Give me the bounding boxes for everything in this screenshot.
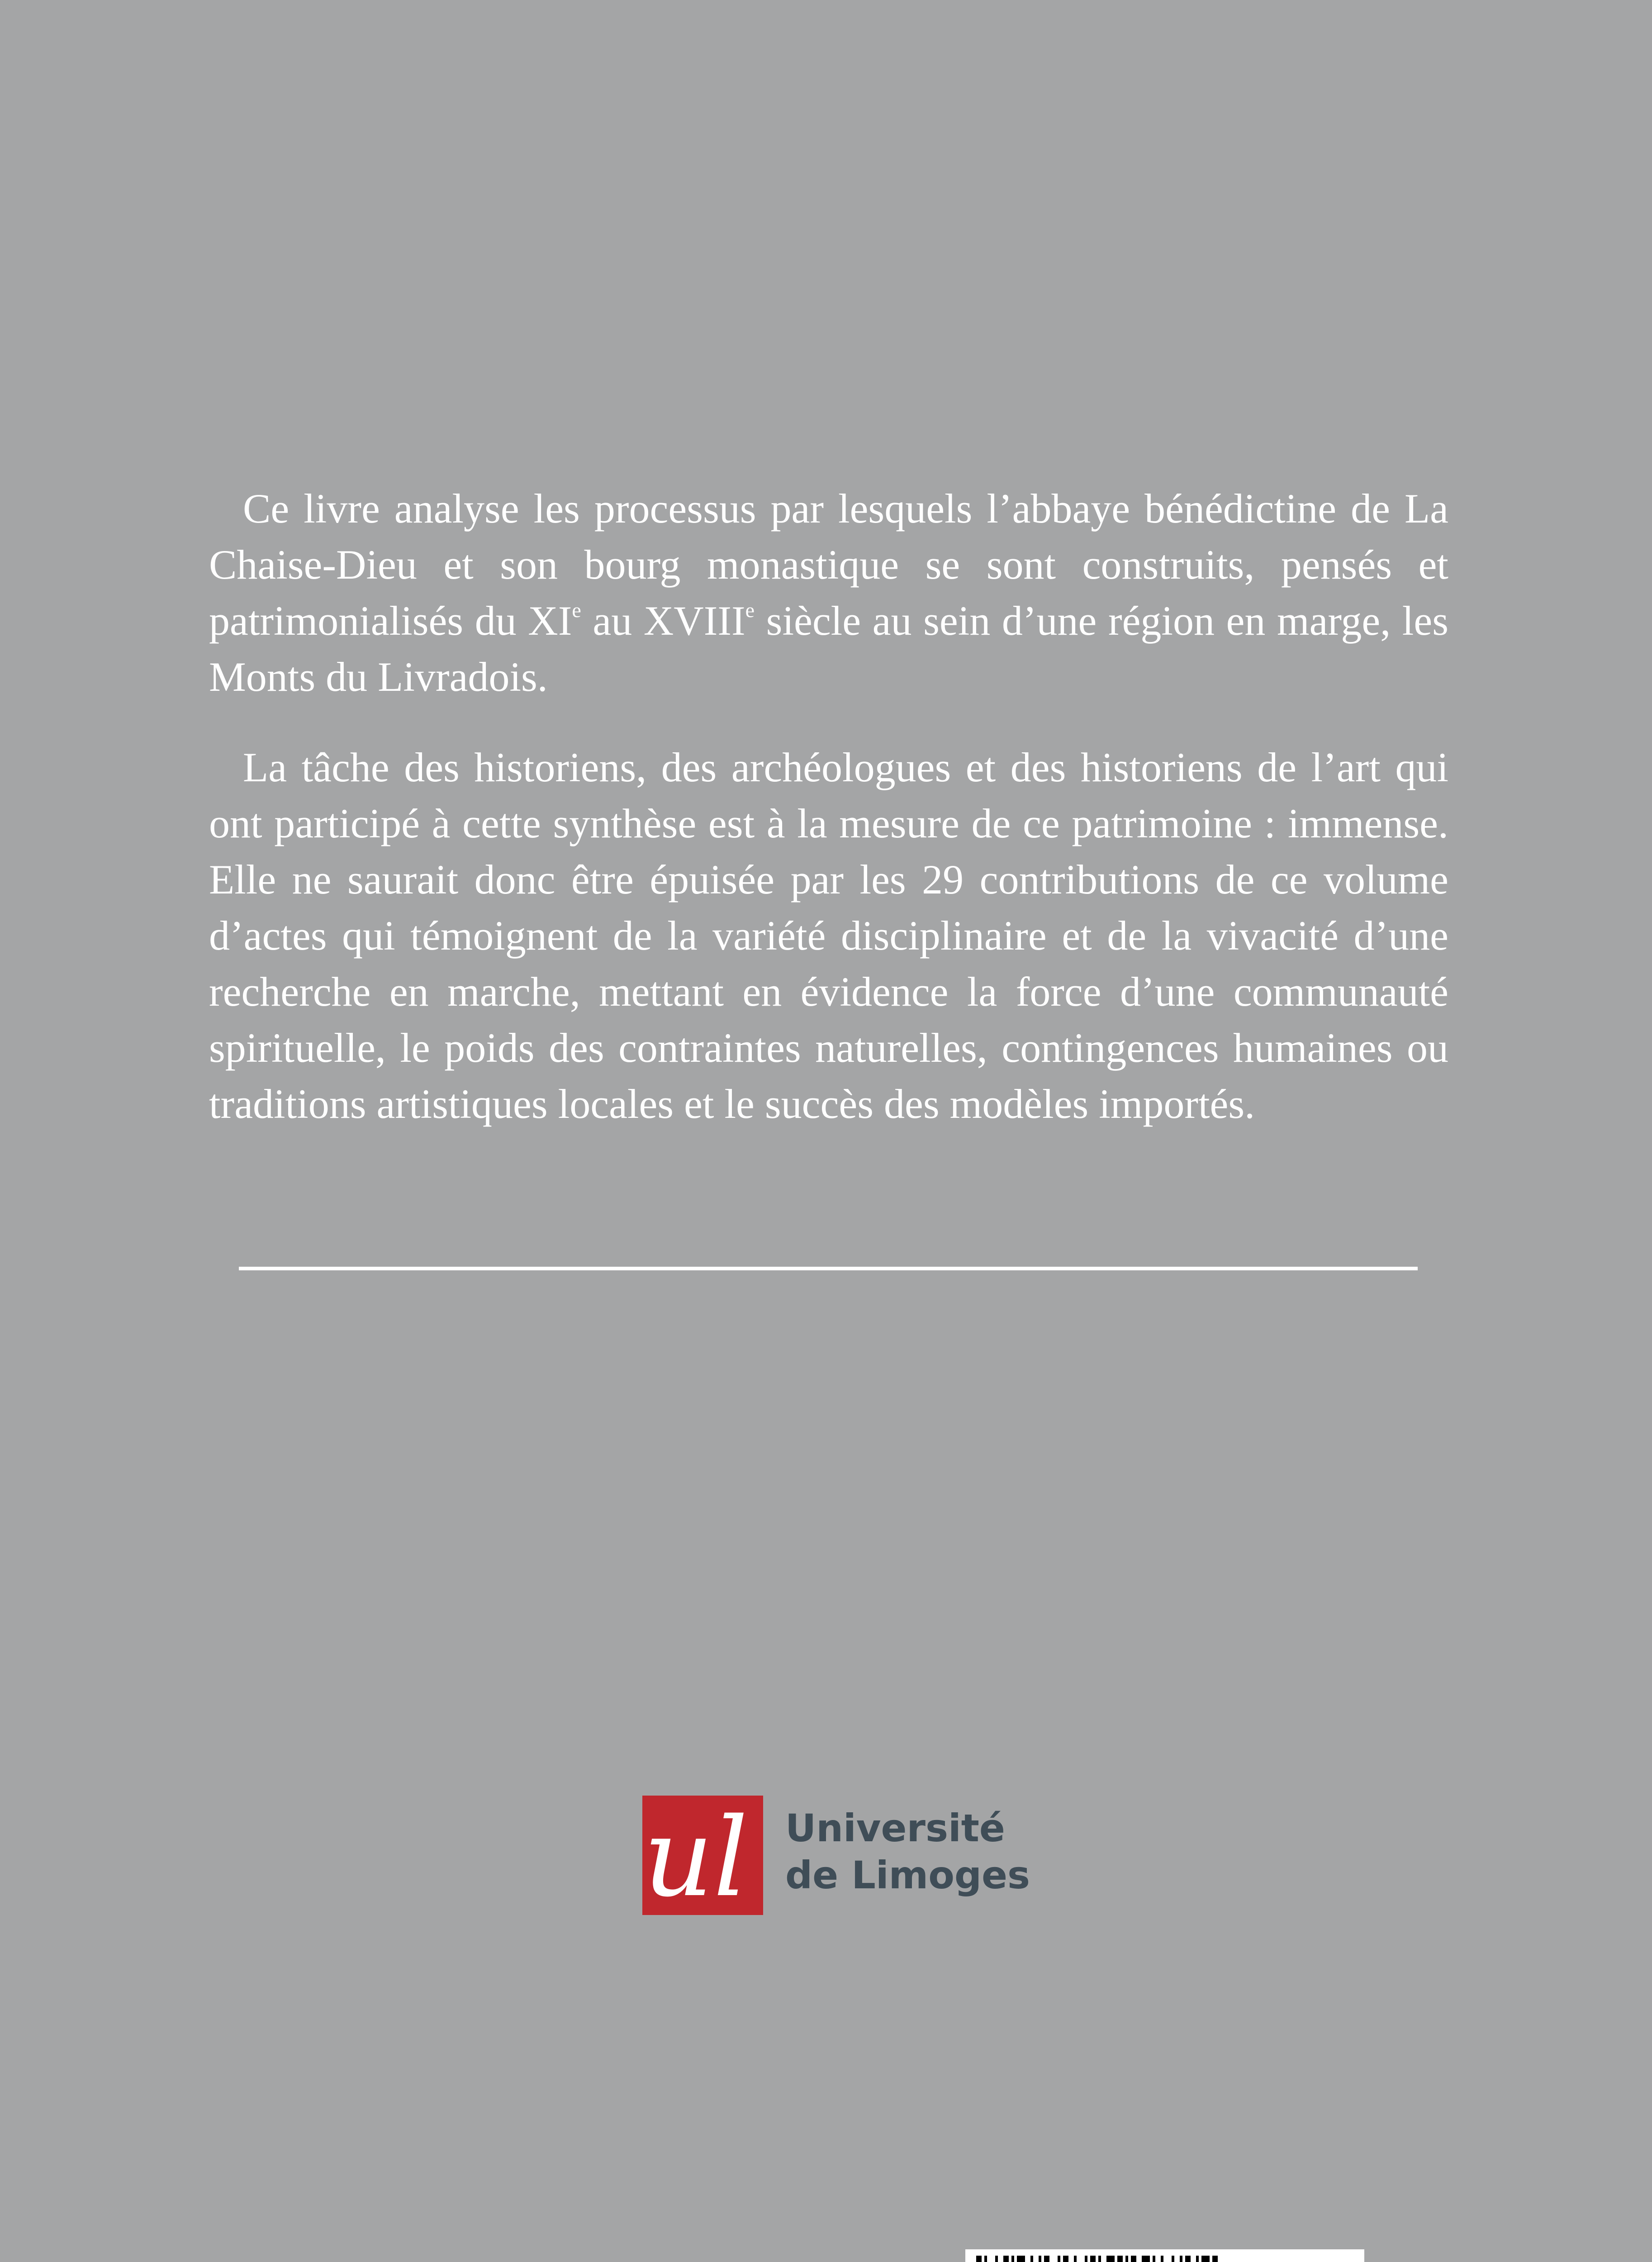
isbn-barcode — [965, 2249, 1364, 2262]
barcode-bar — [1017, 2256, 1025, 2262]
barcode-bar — [1085, 2256, 1087, 2262]
barcode-bar — [1011, 2256, 1014, 2262]
barcode-bars-icon — [965, 2249, 1364, 2262]
century-superscript-1: e — [572, 598, 581, 622]
barcode-bar — [1098, 2256, 1101, 2262]
barcode-bar — [1039, 2256, 1041, 2262]
barcode-bar — [1153, 2256, 1155, 2262]
blurb-paragraph-1 — [209, 480, 1448, 705]
logo-mark-text: ul — [643, 1796, 748, 1915]
barcode-bar — [1063, 2256, 1068, 2262]
barcode-bar — [1074, 2256, 1077, 2262]
barcode-bar — [1044, 2256, 1049, 2262]
blurb-text-1a: Ce livre analyse les processus par lesquels l’abbaye bénédictine de La Chaise-Dieu et son bourg monastique se sont construits, pensés et patrimonialisés du XI — [209, 485, 1448, 644]
barcode-bar — [1106, 2256, 1115, 2262]
logo-wordmark — [785, 1805, 1030, 1899]
barcode-bar — [1003, 2256, 1009, 2262]
divider-rule — [239, 1267, 1418, 1270]
barcode-bar — [1058, 2256, 1060, 2262]
barcode-bar — [1030, 2256, 1033, 2262]
logo-name-line-1: Université — [785, 1806, 1005, 1850]
barcode-bar — [1131, 2256, 1136, 2262]
barcode-bar — [1142, 2256, 1150, 2262]
blurb-text-1b: au XVIII — [581, 598, 745, 644]
barcode-bar — [1161, 2256, 1163, 2262]
back-cover-blurb — [209, 480, 1448, 1166]
universite-de-limoges-logo — [642, 1796, 1063, 1918]
barcode-bar — [995, 2256, 998, 2262]
blurb-paragraph-2: La tâche des historiens, des archéologues et des historiens de l’art qui ont participé à cette synthèse est à la mesure de ce patrimoine : immense. Elle ne saurait donc être épuisée par les 29 contributions de ce volume d’actes qui témoignent de la variété disciplinaire et de la vivacité d’une recherche en marche, mettant en évidence la force d’une communauté spirituelle, le poids des contraintes naturelles, contingences humaines ou traditions artistiques locales et le succès des modèles importés. — [209, 744, 1448, 1127]
barcode-bar — [984, 2256, 987, 2262]
barcode-bar — [1117, 2256, 1123, 2262]
blurb-text-1c: siècle au sein d’une région en marge, les Monts du Livradois. — [209, 598, 1449, 700]
barcode-bar — [1201, 2256, 1210, 2262]
barcode-bar — [1212, 2256, 1218, 2262]
barcode-bar — [1090, 2256, 1096, 2262]
barcode-bar — [976, 2256, 982, 2262]
barcode-bar — [1125, 2256, 1128, 2262]
ul-logo-icon — [642, 1796, 763, 1915]
barcode-bar — [1185, 2256, 1191, 2262]
barcode-bar — [1196, 2256, 1199, 2262]
century-superscript-2: e — [745, 598, 755, 622]
barcode-bar — [1172, 2256, 1174, 2262]
logo-name-line-2: de Limoges — [785, 1853, 1030, 1897]
barcode-bar — [1180, 2256, 1182, 2262]
